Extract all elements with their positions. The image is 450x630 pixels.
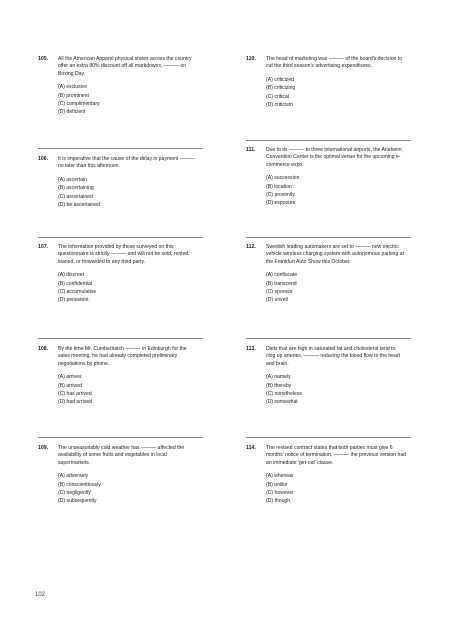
question-number: 112. [246, 244, 256, 250]
question-stem: The head of marketing was ——— of the board's decision to cut the third season's advertising expenditures. [266, 56, 403, 70]
option-a[interactable]: (A) namely [266, 374, 291, 381]
question-number: 113. [246, 346, 256, 352]
option-b[interactable]: (B) thereby [266, 382, 292, 389]
answer-options [58, 373, 208, 407]
option-d[interactable]: (D) somewhat [266, 399, 298, 406]
question-109 [38, 445, 208, 506]
question-number: 109. [38, 445, 49, 451]
question-number: 110. [246, 56, 256, 62]
question-stem: The information provided by those surveyed on this questionnaire is strictly ——— and will not be sold, rented, loaned, or forwarded to any third party. [58, 244, 190, 265]
question-111 [246, 147, 416, 208]
answer-options [266, 472, 416, 506]
option-c[interactable]: (C) accumulative [58, 289, 97, 296]
question-stem: It is imperative that the cause of the delay in payment ——— no later than this afternoon. [58, 156, 196, 170]
option-b[interactable]: (B) confidential [58, 280, 92, 287]
option-c[interactable]: (C) however [266, 490, 294, 497]
option-b[interactable]: (B) criticizing [266, 85, 296, 92]
answer-options [58, 472, 208, 506]
option-a[interactable]: (A) adversely [58, 473, 89, 480]
answer-options [266, 174, 416, 208]
option-c[interactable]: (C) has arrived [58, 391, 92, 398]
option-c[interactable]: (C) critical [266, 93, 289, 100]
option-d[interactable]: (D) unveil [266, 297, 288, 304]
question-stem: The revised contract states that both parties must give 6 months' notice of termination, ——— the previous version had an immediate 'get-out' clause. [266, 445, 406, 466]
option-d[interactable]: (D) persistent [58, 297, 89, 304]
option-c[interactable]: (C) negligently [58, 490, 91, 497]
question-107 [38, 244, 208, 305]
divider [38, 148, 203, 149]
option-c[interactable]: (C) sponsor [266, 289, 293, 296]
option-a[interactable]: (A) arrives [58, 374, 82, 381]
option-d[interactable]: (D) though [266, 498, 291, 505]
question-110 [246, 56, 416, 109]
option-b[interactable]: (B) ascertaining [58, 185, 94, 192]
question-number: 108. [38, 346, 49, 352]
option-c[interactable]: (C) proximity [266, 192, 295, 199]
question-stem: All the American Apparel physical stores across the country offer an extra 80% discount off all markdowns, ——— on Boxing Day. [58, 56, 192, 77]
question-number: 106. [38, 156, 49, 162]
answer-options [266, 76, 416, 110]
answer-options [266, 373, 416, 407]
question-108 [38, 346, 208, 407]
option-b[interactable]: (B) location [266, 183, 292, 190]
divider [38, 237, 203, 238]
divider [38, 338, 203, 339]
option-a[interactable]: (A) discreet [58, 272, 85, 279]
option-d[interactable]: (D) exposure [266, 200, 296, 207]
option-c[interactable]: (C) ascertained [58, 193, 93, 200]
question-stem: Diets that are high in saturated fat and cholesterol tend to clog up arteries, ——— reducing the blood flow to the heart and brain. [266, 346, 400, 367]
option-a[interactable]: (A) exclusive [58, 84, 88, 91]
answer-options [266, 271, 416, 305]
option-a[interactable]: (A) criticized [266, 76, 295, 83]
option-b[interactable]: (B) transcend [266, 280, 297, 287]
question-112 [246, 244, 416, 305]
option-d[interactable]: (D) be ascertained [58, 202, 100, 209]
option-d[interactable]: (D) criticism [266, 102, 293, 109]
question-114 [246, 445, 416, 506]
answer-options [58, 83, 208, 117]
question-stem: Swedish leading automakers are set to ——— new electric vehicle wireless charging system with autonomous parking at the Frankfurt Auto Show this October. [266, 244, 404, 265]
question-number: 114. [246, 445, 256, 451]
option-d[interactable]: (D) subsequently [58, 498, 97, 505]
option-a[interactable]: (A) succession [266, 175, 300, 182]
divider [38, 437, 203, 438]
question-number: 107. [38, 244, 49, 250]
answer-options [58, 271, 208, 305]
option-b[interactable]: (B) arrived [58, 382, 82, 389]
option-d[interactable]: (D) deficient [58, 109, 86, 116]
answer-options [58, 176, 208, 210]
question-stem: Due to its ——— to three international airports, the Anaheim Convention Center is the optimal venue for the upcoming e-commerce expo. [266, 147, 402, 168]
option-b[interactable]: (B) prominent [58, 92, 89, 99]
divider [246, 140, 411, 141]
option-b[interactable]: (B) unlike [266, 481, 288, 488]
option-a[interactable]: (A) whereas [266, 473, 294, 480]
option-a[interactable]: (A) ascertain [58, 176, 87, 183]
page-number: 102 [35, 592, 46, 598]
question-number: 105. [38, 56, 49, 62]
divider [246, 437, 411, 438]
question-number: 111. [246, 147, 256, 153]
divider [246, 237, 411, 238]
option-a[interactable]: (A) confiscate [266, 272, 298, 279]
option-c[interactable]: (C) nonetheless [266, 391, 302, 398]
divider [246, 338, 411, 339]
question-stem: The unseasonably cold weather has ——— affected the availability of some fruits and vegetables in local supermarkets. [58, 445, 185, 466]
option-c[interactable]: (C) complimentary [58, 101, 100, 108]
question-106 [38, 156, 208, 209]
question-105 [38, 56, 208, 117]
question-113 [246, 346, 416, 407]
option-b[interactable]: (B) conscientiously [58, 481, 101, 488]
question-stem: By the time Mr. Cumberbatch ——— in Edinburgh for the sales meeting, he had already completed preliminary negotiations by phone. [58, 346, 187, 367]
option-d[interactable]: (D) had arrived [58, 399, 92, 406]
